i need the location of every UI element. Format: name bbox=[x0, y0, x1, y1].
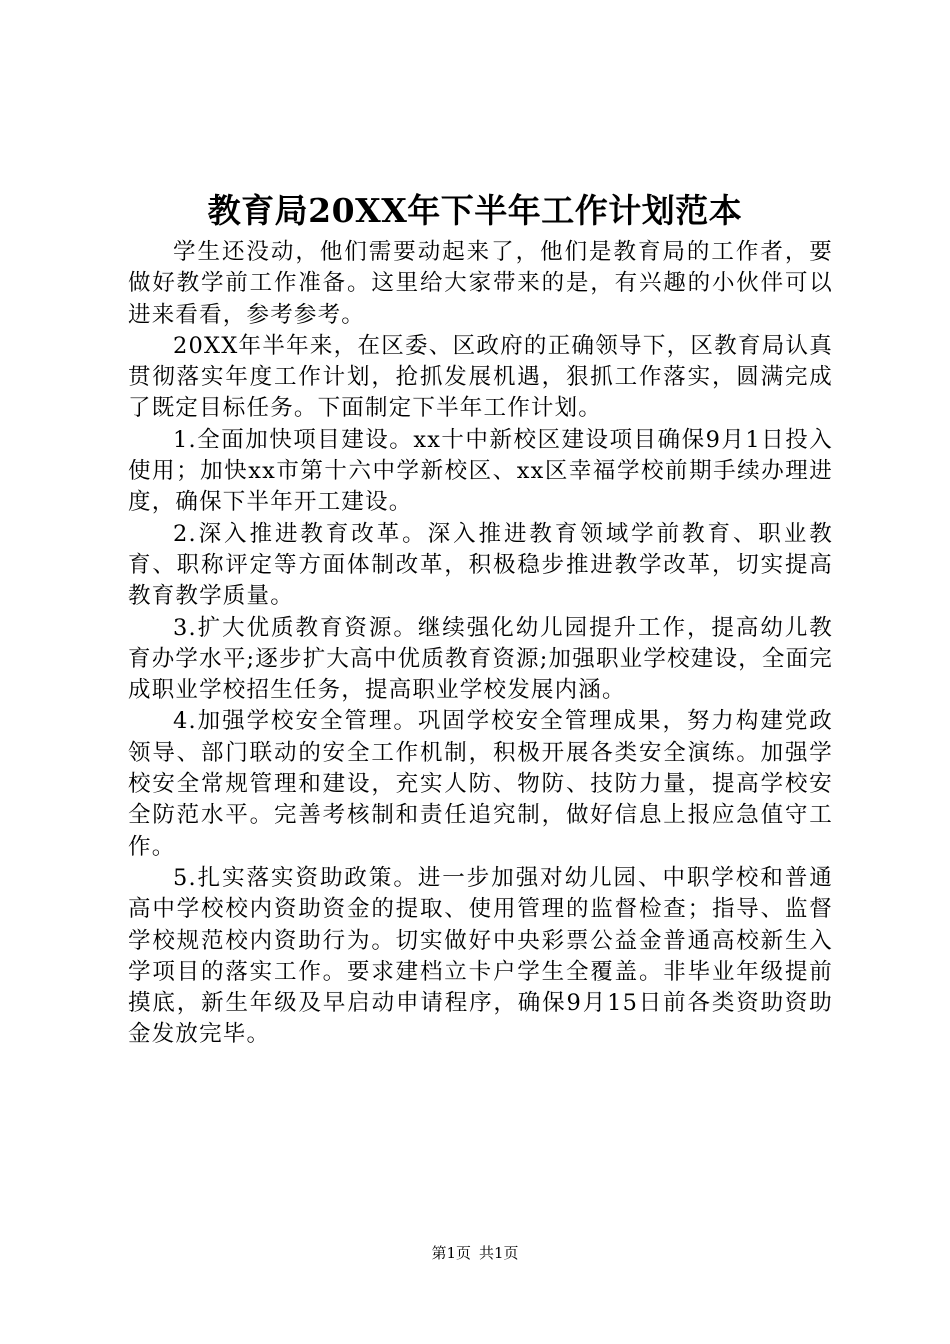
plan-item-5: 5.扎实落实资助政策。进一步加强对幼儿园、中职学校和普通高中学校校内资助资金的提取、使用管理的监督检查；指导、监督学校规范校内资助行为。切实做好中央彩票公益金普通高校新生入学项目的落实工作。要求建档立卡户学生全覆盖。非毕业年级提前摸底，新生年级及早启动申请程序，确保9月15日前各类资助资助金发放完毕。 bbox=[128, 864, 833, 1048]
summary-paragraph: 20XX年半年来，在区委、区政府的正确领导下，区教育局认真贯彻落实年度工作计划，抢抓发展机遇，狠抓工作落实，圆满完成了既定目标任务。下面制定下半年工作计划。 bbox=[128, 332, 833, 422]
intro-paragraph: 学生还没动，他们需要动起来了，他们是教育局的工作者，要做好教学前工作准备。这里给大家带来的是，有兴趣的小伙伴可以进来看看，参考参考。 bbox=[128, 239, 833, 328]
plan-item-1: 1.全面加快项目建设。xx十中新校区建设项目确保9月1日投入使用；加快xx市第十六中学新校区、xx区幸福学校前期手续办理进度，确保下半年开工建设。 bbox=[128, 426, 833, 516]
plan-item-2: 2.深入推进教育改革。深入推进教育领域学前教育、职业教育、职称评定等方面体制改革，积极稳步推进教学改革，切实提高教育教学质量。 bbox=[128, 520, 833, 610]
page-footer bbox=[0, 1242, 950, 1264]
document-body bbox=[128, 237, 833, 1051]
page-total: 共1页 bbox=[479, 1244, 519, 1262]
page-number: 第1页 bbox=[431, 1244, 471, 1262]
document-title: 教育局20XX年下半年工作计划范本 bbox=[207, 191, 743, 230]
plan-item-3: 3.扩大优质教育资源。继续强化幼儿园提升工作，提高幼儿教育办学水平;逐步扩大高中优质教育资源;加强职业学校建设，全面完成职业学校招生任务，提高职业学校发展内涵。 bbox=[128, 614, 833, 704]
plan-item-4: 4.加强学校安全管理。巩固学校安全管理成果，努力构建党政领导、部门联动的安全工作机制，积极开展各类安全演练。加强学校安全常规管理和建设，充实人防、物防、技防力量，提高学校安全防范水平。完善考核制和责任追究制，做好信息上报应急值守工作。 bbox=[128, 708, 833, 860]
